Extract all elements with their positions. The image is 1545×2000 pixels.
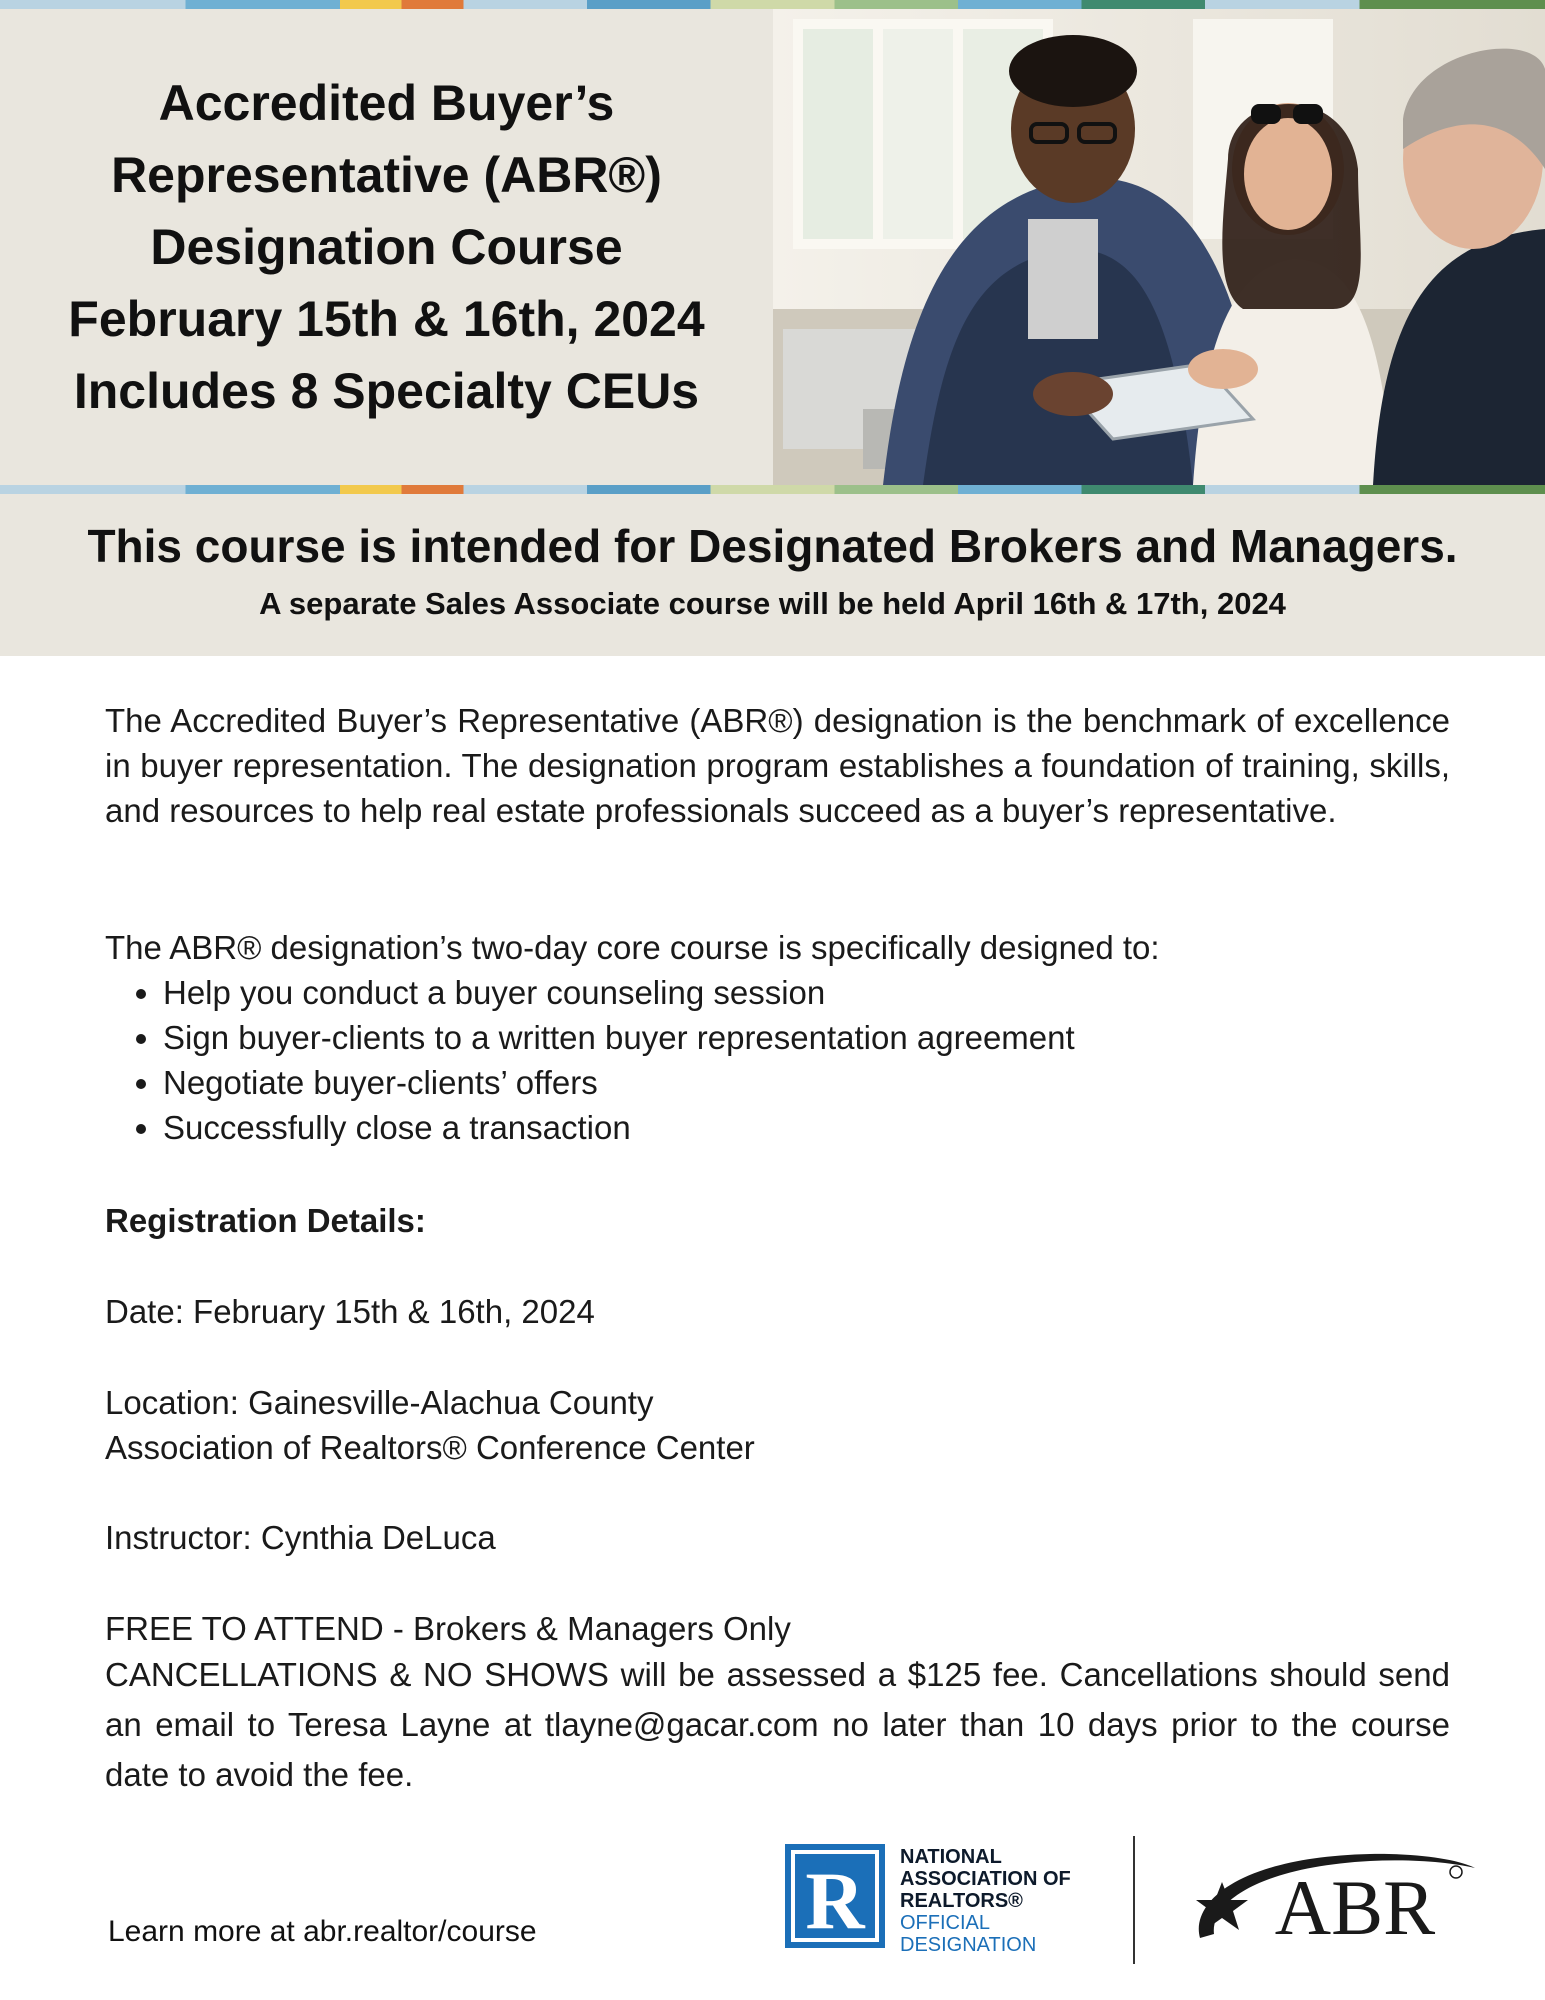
hero-photo	[773, 9, 1545, 485]
location-line-2: Association of Realtors® Conference Center	[105, 1429, 755, 1466]
top-color-stripe	[0, 0, 1545, 9]
course-title	[68, 67, 704, 427]
people-reviewing-tablet-photo	[773, 9, 1545, 485]
registration-heading: Registration Details:	[105, 1202, 426, 1239]
course-instructor: Instructor: Cynthia DeLuca	[105, 1519, 496, 1556]
nar-line-1: NATIONAL	[900, 1846, 1002, 1868]
title-line-1: Accredited Buyer’s	[158, 75, 615, 131]
nar-line-3: REALTORS®	[900, 1890, 1023, 1912]
list-item: • Help you conduct a buyer counseling session	[163, 970, 1450, 1015]
nar-logo-mark	[785, 1844, 885, 1948]
logo-divider	[1133, 1836, 1135, 1964]
learn-more-link[interactable]: Learn more at abr.realtor/course	[108, 1915, 537, 1948]
nar-line-5: DESIGNATION	[900, 1934, 1037, 1956]
realtor-r-icon	[785, 1844, 885, 1948]
list-item: • Negotiate buyer-clients’ offers	[163, 1060, 1450, 1105]
course-date: Date: February 15th & 16th, 2024	[105, 1293, 595, 1330]
audience-banner	[0, 494, 1545, 656]
location-line-1: Location: Gainesville-Alachua County	[105, 1384, 654, 1421]
cancellation-policy: CANCELLATIONS & NO SHOWS will be assessed a $125 fee. Cancellations should send an email to Teresa Layne at tlayne@gacar.com no later than 10 days prior to the course date to avoid the fee.	[105, 1656, 1450, 1793]
title-line-5: Includes 8 Specialty CEUs	[73, 363, 700, 419]
intro-paragraph: The Accredited Buyer’s Representative (ABR®) designation is the benchmark of excellence in buyer representation. The designation program establishes a foundation of training, skills, and resources to help real estate professionals succeed as a buyer’s representative.	[105, 702, 1450, 829]
list-item: • Sign buyer-clients to a written buyer representation agreement	[163, 1015, 1450, 1060]
audience-headline: This course is intended for Designated Brokers and Managers.	[87, 520, 1458, 572]
list-item: • Successfully close a transaction	[163, 1105, 1450, 1150]
sales-associate-note: A separate Sales Associate course will be held April 16th & 17th, 2024	[259, 586, 1286, 621]
nar-mark-letter: R	[805, 1855, 865, 1946]
nar-line-2: ASSOCIATION OF	[900, 1868, 1071, 1890]
abr-logo	[1180, 1842, 1480, 1952]
free-attendance-note: FREE TO ATTEND - Brokers & Managers Only	[105, 1610, 791, 1647]
course-objectives	[105, 925, 1450, 1150]
nar-logo-text	[900, 1846, 1071, 1956]
objectives-list	[105, 970, 1450, 1150]
abr-star-swoosh-icon	[1180, 1842, 1480, 1952]
hero-title-panel	[0, 9, 773, 485]
title-line-3: Designation Course	[150, 219, 623, 275]
course-location	[105, 1380, 1450, 1470]
title-line-2: Representative (ABR®)	[111, 147, 662, 203]
abr-wordmark: ABR	[1274, 1864, 1436, 1951]
nar-line-4: OFFICIAL	[900, 1912, 991, 1934]
title-line-4: February 15th & 16th, 2024	[68, 291, 705, 347]
middle-color-stripe	[0, 485, 1545, 494]
objectives-lead: The ABR® designation’s two-day core course is specifically designed to:	[105, 929, 1160, 966]
